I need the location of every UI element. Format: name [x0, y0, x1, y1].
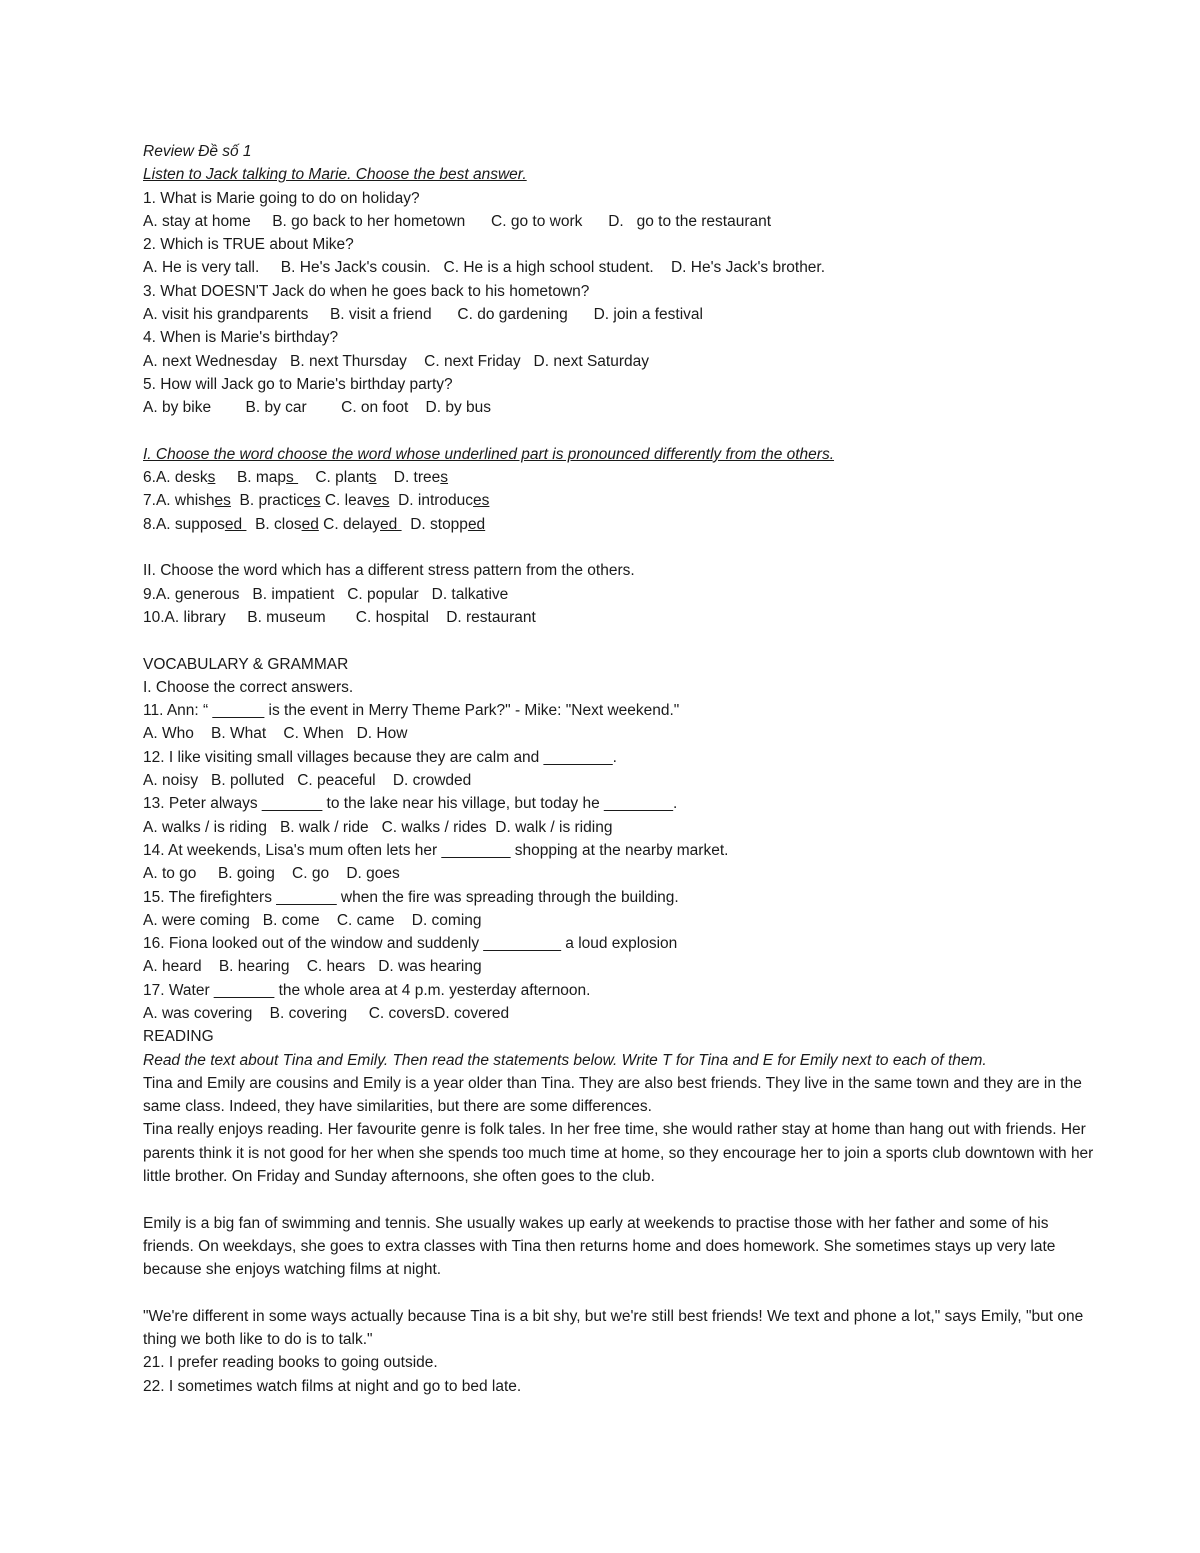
question-15: 15. The firefighters _______ when the fire was spreading through the building. — [143, 888, 679, 906]
question-11: 11. Ann: “ ______ is the event in Merry Theme Park?" - Mike: "Next weekend." — [143, 702, 680, 720]
reading-paragraph-2: Tina really enjoys reading. Her favourite genre is folk tales. In her free time, she would rather stay at home than hang out with friends. Her parents think it is not good for her when she spends too much time at home, so they encourage her to join a sports club downtown with her little brother. On Friday and Sunday afternoons, she often goes to the club. — [143, 1121, 1094, 1186]
reading-paragraph-1: Tina and Emily are cousins and Emily is a year older than Tina. They are also best friends. They live in the same town and they are in the same class. Indeed, they have similarities, but there are some differences. — [143, 1074, 1082, 1116]
question-10: 10.A. library B. museum C. hospital D. restaurant — [143, 608, 536, 626]
vocab-heading: VOCABULARY & GRAMMAR — [143, 655, 349, 673]
pronunciation-instruction: I. Choose the word choose the word whose underlined part is pronounced differently from the others. — [143, 445, 835, 463]
spacer — [143, 1188, 1103, 1211]
question-14-options: A. to go B. going C. go D. goes — [143, 865, 400, 883]
question-9: 9.A. generous B. impatient C. popular D. talkative — [143, 585, 509, 603]
question-number: 7. — [143, 492, 156, 510]
question-2: 2. Which is TRUE about Mike? — [143, 236, 354, 254]
question-17: 17. Water _______ the whole area at 4 p.m. yesterday afternoon. — [143, 981, 591, 999]
question-4-options: A. next Wednesday B. next Thursday C. next Friday D. next Saturday — [143, 352, 649, 370]
question-4: 4. When is Marie's birthday? — [143, 329, 339, 347]
reading-heading: READING — [143, 1028, 214, 1046]
option-c: C. plants — [315, 469, 377, 487]
reading-paragraph-3: Emily is a big fan of swimming and tennis. She usually wakes up early at weekends to practise those with her father and some of his friends. On weekdays, she goes to extra classes with Tina then returns home and does homework. She sometimes stays up very late because she enjoys watching films at night. — [143, 1214, 1056, 1279]
question-12-options: A. noisy B. polluted C. peaceful D. crowded — [143, 772, 472, 790]
statement-21: 21. I prefer reading books to going outside. — [143, 1354, 438, 1372]
option-d: D. stopped — [410, 515, 486, 533]
worksheet-page — [143, 140, 1103, 1398]
option-b: B. practices — [239, 492, 321, 510]
question-3: 3. What DOESN'T Jack do when he goes back to his hometown? — [143, 282, 590, 300]
option-c: C. leaves — [324, 492, 390, 510]
spacer — [143, 1282, 1103, 1305]
option-a: A. supposed — [155, 515, 247, 533]
option-b: B. closed — [255, 515, 319, 533]
question-17-options: A. was covering B. covering C. coversD. covered — [143, 1004, 510, 1022]
option-a: A. desks — [155, 469, 216, 487]
question-8 — [143, 513, 1103, 536]
question-6 — [143, 466, 1103, 489]
spacer — [143, 420, 1103, 443]
option-b: B. maps — [236, 469, 299, 487]
question-1: 1. What is Marie going to do on holiday? — [143, 189, 420, 207]
option-d: D. introduces — [398, 492, 490, 510]
page-title: Review Đề số 1 — [143, 143, 252, 160]
stress-instruction: II. Choose the word which has a different stress pattern from the others. — [143, 562, 635, 580]
option-c: C. delayed — [323, 515, 402, 533]
statement-22: 22. I sometimes watch films at night and go to bed late. — [143, 1377, 522, 1395]
question-5-options: A. by bike B. by car C. on foot D. by bus — [143, 399, 492, 417]
question-15-options: A. were coming B. come C. came D. coming — [143, 911, 482, 929]
question-14: 14. At weekends, Lisa's mum often lets her ________ shopping at the nearby market. — [143, 841, 729, 859]
question-16: 16. Fiona looked out of the window and suddenly _________ a loud explosion — [143, 935, 678, 953]
question-number: 8. — [143, 515, 156, 533]
question-3-options: A. visit his grandparents B. visit a friend C. do gardening D. join a festival — [143, 306, 703, 324]
option-d: D. trees — [393, 469, 449, 487]
question-12: 12. I like visiting small villages because they are calm and ________. — [143, 748, 617, 766]
question-16-options: A. heard B. hearing C. hears D. was hearing — [143, 958, 482, 976]
question-13-options: A. walks / is riding B. walk / ride C. walks / rides D. walk / is riding — [143, 818, 613, 836]
option-a: A. whishes — [155, 492, 231, 510]
spacer — [143, 536, 1103, 559]
question-5: 5. How will Jack go to Marie's birthday party? — [143, 375, 453, 393]
reading-paragraph-4: "We're different in some ways actually because Tina is a bit shy, but we're still best friends! We text and phone a lot," says Emily, "but one thing we both like to do is to talk." — [143, 1307, 1084, 1349]
question-number: 6. — [143, 469, 156, 487]
question-2-options: A. He is very tall. B. He's Jack's cousin. C. He is a high school student. D. He's Jack's brother. — [143, 259, 826, 277]
spacer — [143, 629, 1103, 652]
listening-instruction: Listen to Jack talking to Marie. Choose the best answer. — [143, 166, 527, 184]
question-1-options: A. stay at home B. go back to her hometown C. go to work D. go to the restaurant — [143, 212, 772, 230]
reading-instruction: Read the text about Tina and Emily. Then read the statements below. Write T for Tina and E for Emily next to each of them. — [143, 1051, 987, 1069]
question-13: 13. Peter always _______ to the lake near his village, but today he ________. — [143, 795, 678, 813]
question-11-options: A. Who B. What C. When D. How — [143, 725, 408, 743]
question-7 — [143, 489, 1103, 512]
vocab-instruction: I. Choose the correct answers. — [143, 678, 354, 696]
